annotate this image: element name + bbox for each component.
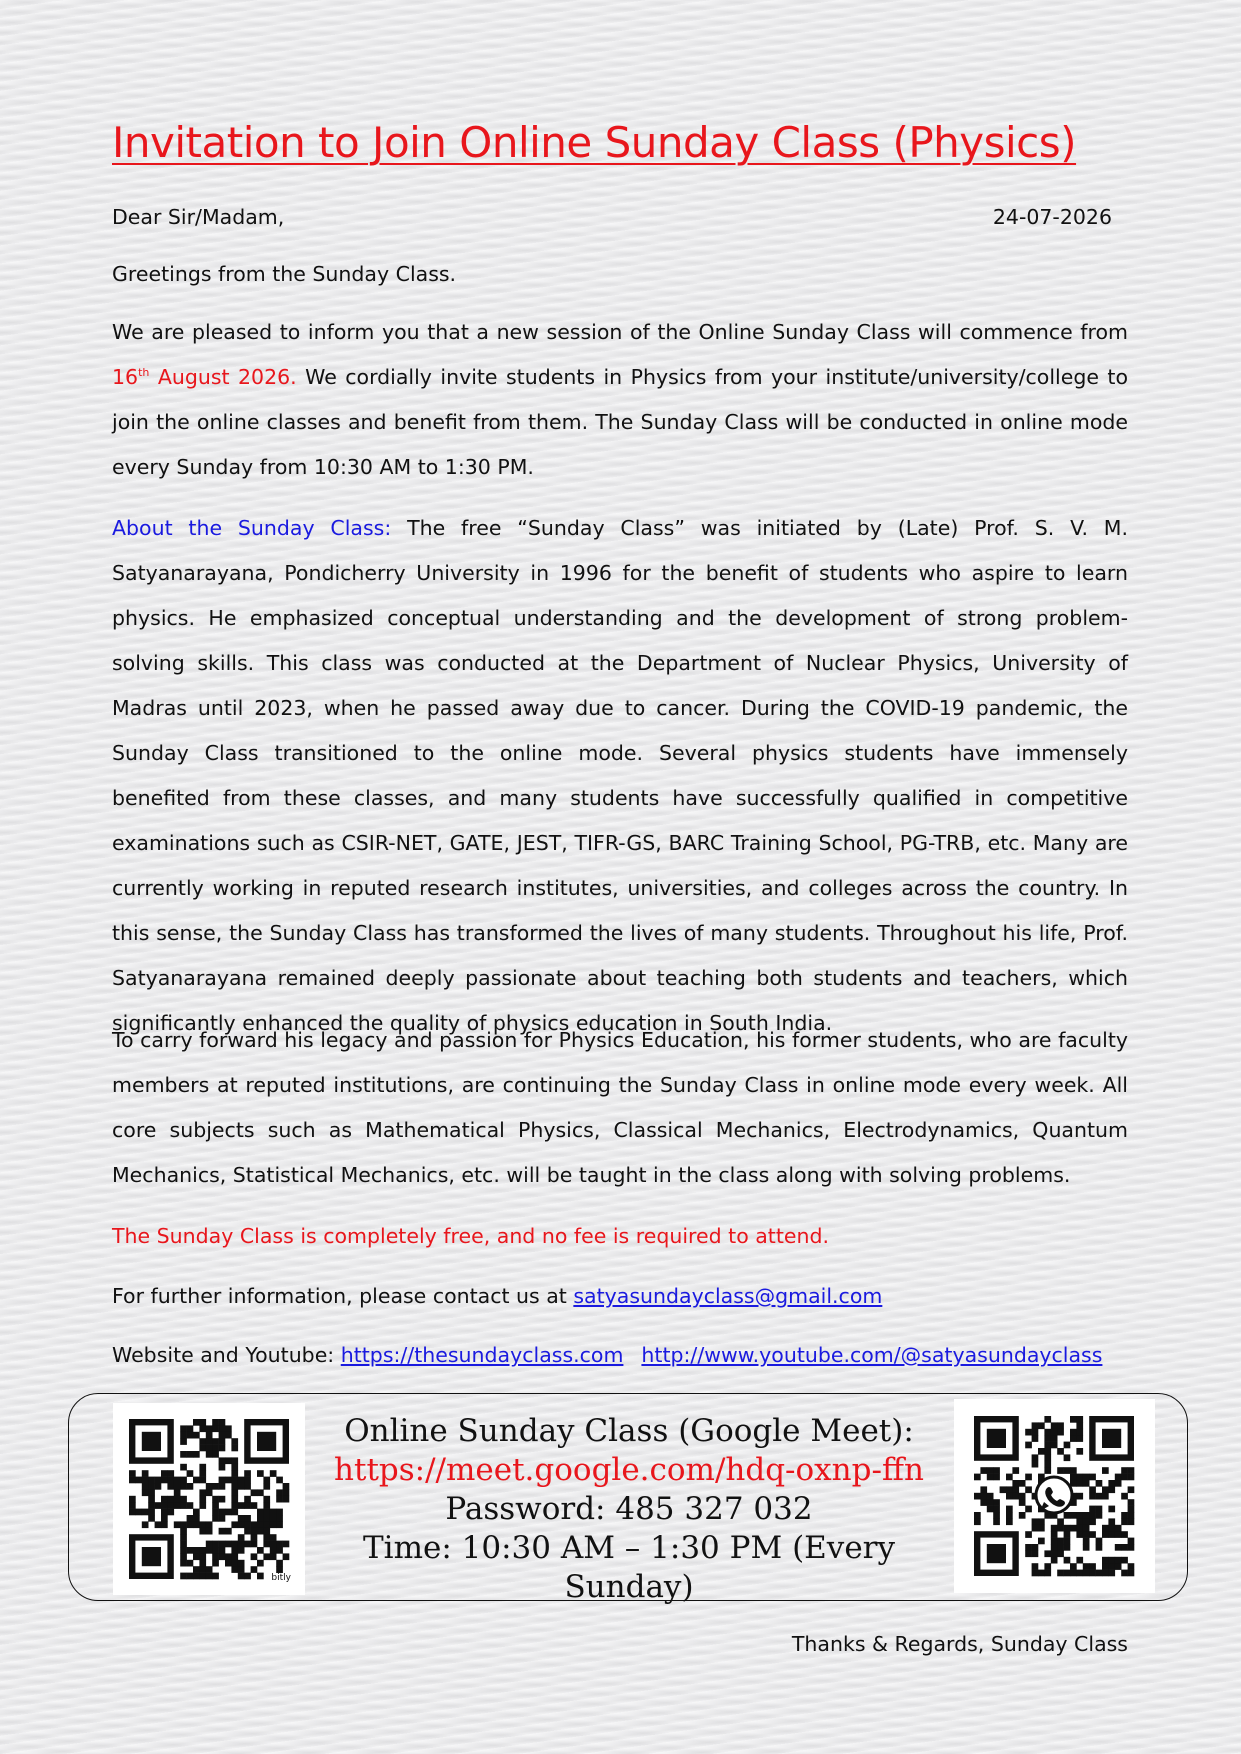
website-link[interactable]: https://thesundayclass.com — [340, 1343, 624, 1367]
about-paragraph — [112, 506, 1128, 1046]
bitly-qr-code — [113, 1403, 305, 1595]
free-note: The Sunday Class is completely free, and no fee is required to attend. — [112, 1224, 830, 1248]
legacy-paragraph: To carry forward his legacy and passion for Physics Education, his former students, who are faculty members at reputed institutions, are continuing the Sunday Class in online mode every week. All core subjects such as Mathematical Physics, Classical Mechanics, Electrodynamics, Quantum Mechanics, Statistical Mechanics, etc. will be taught in the class along with solving problems. — [112, 1028, 1128, 1187]
start-month-year: August 2026. — [149, 365, 297, 389]
meet-details — [305, 1412, 953, 1607]
about-heading: About the Sunday Class: — [112, 516, 392, 540]
about-text: The free “Sunday Class” was initiated by (Late) Prof. S. V. M. Satyanarayana, Pondicherry University in 1996 for the benefit of students who aspire to learn physics. He emphasized conceptual understanding and the development of strong problem-solving skills. This class was conducted at the Department of Nuclear Physics, University of Madras until 2023, when he passed away due to cancer. During the COVID-19 pandemic, the Sunday Class transitioned to the online mode. Several physics students have immensely benefited from these classes, and many students have successfully qualified in competitive examinations such as CSIR-NET, GATE, JEST, TIFR-GS, BARC Training School, PG-TRB, etc. Many are currently working in reputed research institutes, universities, and colleges across the country. In this sense, the Sunday Class has transformed the lives of many students. Throughout his life, Prof. Satyanarayana remained deeply passionate about teaching both students and teachers, which significantly enhanced the quality of physics education in South India. — [112, 516, 1128, 1035]
contact-label: For further information, please contact us at — [112, 1284, 574, 1308]
whatsapp-icon — [1034, 1475, 1074, 1515]
contact-line — [112, 1274, 1128, 1319]
qr-left-pattern — [113, 1403, 305, 1595]
meet-heading: Online Sunday Class (Google Meet): — [344, 1413, 914, 1449]
bitly-tag: bitly — [271, 1573, 291, 1583]
web-line — [112, 1333, 1128, 1378]
meet-link[interactable]: https://meet.google.com/hdq-oxnp-ffn — [334, 1452, 924, 1488]
letter-date: 24-07-2026 — [992, 205, 1112, 229]
meet-password: Password: 485 327 032 — [445, 1491, 813, 1527]
signoff: Thanks & Regards, Sunday Class — [791, 1632, 1128, 1656]
meet-time: Time: 10:30 AM – 1:30 PM (Every Sunday) — [363, 1530, 895, 1605]
start-date — [112, 365, 297, 389]
salutation-row — [112, 205, 1128, 229]
page-title: Invitation to Join Online Sunday Class (Physics) — [112, 118, 1077, 167]
intro-text-2: We cordially invite students in Physics from your institute/university/college to join the online classes and benefit from them. The Sunday Class will be conducted in online mode every Sunday from 10:30 AM to 1:30 PM. — [112, 365, 1128, 479]
email-link[interactable]: satyasundayclass@gmail.com — [573, 1284, 883, 1308]
web-label: Website and Youtube: — [112, 1343, 341, 1367]
greeting: Greetings from the Sunday Class. — [112, 262, 457, 286]
start-day-suffix: th — [138, 366, 150, 380]
whatsapp-qr-code — [954, 1399, 1155, 1593]
youtube-link[interactable]: http://www.youtube.com/@satyasundayclass — [641, 1343, 1103, 1367]
intro-text-1: We are pleased to inform you that a new session of the Online Sunday Class will commence from — [112, 320, 1128, 344]
intro-paragraph — [112, 310, 1128, 490]
salutation: Dear Sir/Madam, — [112, 205, 285, 229]
start-day: 16 — [112, 365, 139, 389]
